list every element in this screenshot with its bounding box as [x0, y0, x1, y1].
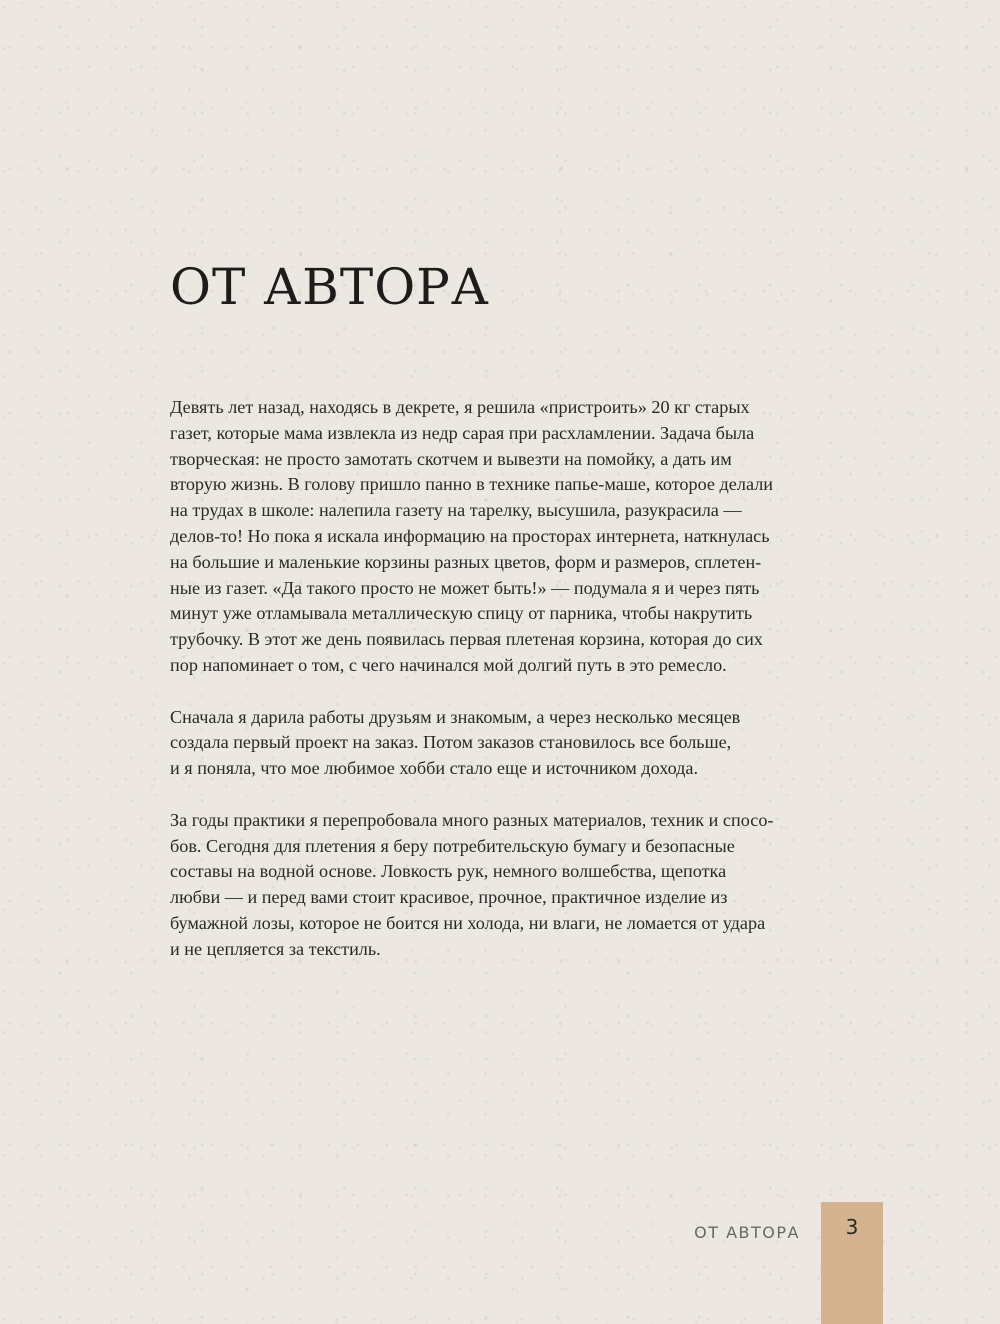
- text-line: трубочку. В этот же день появилась первая плетеная корзина, которая до сих: [170, 629, 763, 650]
- paragraph-1: [170, 395, 802, 679]
- text-line: делов-то! Но пока я искала информацию на просторах интернета, наткнулась: [170, 525, 770, 546]
- text-line: творческая: не просто замотать скотчем и вывезти на помойку, а дать им: [170, 448, 732, 469]
- paragraph-3: [170, 808, 802, 963]
- text-line: минут уже отламывала металлическую спицу от парника, чтобы накрутить: [170, 603, 753, 624]
- text-line: создала первый проект на заказ. Потом заказов становилось все больше,: [170, 732, 732, 753]
- text-line: составы на водной основе. Ловкость рук, немного волшебства, щепотка: [170, 861, 727, 882]
- text-line: газет, которые мама извлекла из недр сарая при расхламлении. Задача была: [170, 422, 755, 443]
- paragraph-2: [170, 705, 802, 782]
- running-footer-section-label: ОТ АВТОРА: [694, 1223, 800, 1242]
- page-number: 3: [845, 1215, 859, 1239]
- text-line: пор напоминает о том, с чего начинался мой долгий путь в это ремесло.: [170, 654, 727, 675]
- text-line: бумажной лозы, которое не боится ни холода, ни влаги, не ломается от удара: [170, 912, 766, 933]
- body-text: [170, 395, 802, 988]
- text-line: на большие и маленькие корзины разных цветов, форм и размеров, сплетен-: [170, 551, 762, 572]
- page-title: ОТ АВТОРА: [170, 258, 490, 316]
- page-number-tab: [821, 1202, 883, 1324]
- text-line: бов. Сегодня для плетения я беру потребительскую бумагу и безопасные: [170, 835, 735, 856]
- text-line: и не цепляется за текстиль.: [170, 938, 381, 959]
- text-line: Девять лет назад, находясь в декрете, я решила «пристроить» 20 кг старых: [170, 397, 750, 417]
- text-line: на трудах в школе: налепила газету на тарелку, высушила, разукрасила —: [170, 500, 742, 521]
- text-line: За годы практики я перепробовала много разных материалов, техник и спосо-: [170, 809, 774, 830]
- text-line: и я поняла, что мое любимое хобби стало еще и источником дохода.: [170, 758, 699, 779]
- text-line: Сначала я дарила работы друзьям и знакомым, а через несколько месяцев: [170, 706, 741, 727]
- text-line: любви — и перед вами стоит красивое, прочное, практичное изделие из: [170, 887, 728, 908]
- text-line: ные из газет. «Да такого просто не может быть!» — подумала я и через пять: [170, 577, 760, 598]
- text-line: вторую жизнь. В голову пришло панно в технике папье-маше, которое делали: [170, 474, 773, 495]
